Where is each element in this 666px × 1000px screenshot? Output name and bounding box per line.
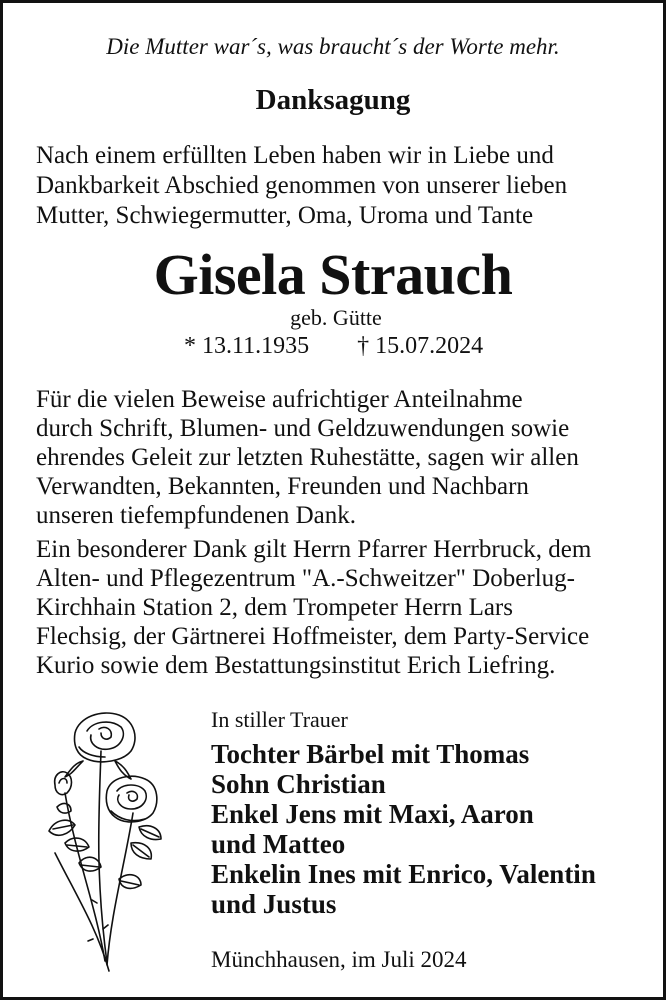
life-dates [184,332,483,360]
thanks-line: Verwandten, Bekannten, Freunden und Nachbarn [36,473,529,500]
thanks-line: Für die vielen Beweise aufrichtiger Anteilnahme [36,386,523,413]
thanks-line: ehrendes Geleit zur letzten Ruhestätte, sagen wir allen [36,444,579,471]
family-line: und Matteo [211,829,346,859]
special-thanks-line: Flechsig, der Gärtnerei Hoffmeister, dem Party-Service [36,623,590,650]
family-line: Tochter Bärbel mit Thomas [211,739,530,769]
special-thanks-line: Alten- und Pflegezentrum "A.-Schweitzer" Doberlug- [36,565,575,592]
special-thanks-paragraph [36,535,646,680]
rose-illustration-icon [35,703,175,978]
family-line: und Justus [211,889,337,919]
birth-date: * 13.11.1935 [184,333,310,359]
special-thanks-line: Kirchhain Station 2, dem Trompeter Herrn Lars [36,594,513,621]
thanks-line: durch Schrift, Blumen- und Geldzuwendungen sowie [36,415,570,442]
motto: Die Mutter war´s, was braucht´s der Worte mehr. [106,34,560,59]
family-line: Sohn Christian [211,769,386,799]
birth-name: geb. Gütte [290,305,382,330]
death-date: † 15.07.2024 [357,333,484,359]
heading: Danksagung [255,84,411,116]
thanks-line: unseren tiefempfundenen Dank. [36,502,357,529]
intro-line: Dankbarkeit Abschied genommen von unserer lieben [36,172,568,199]
special-thanks-line: Kurio sowie dem Bestattungsinstitut Erich Liefring. [36,652,556,679]
family-line: Enkel Jens mit Maxi, Aaron [211,799,534,829]
intro-line: Mutter, Schwiegermutter, Oma, Uroma und Tante [36,202,534,229]
mourning-label: In stiller Trauer [211,707,348,732]
thanks-paragraph [36,385,646,530]
place-date: Münchhausen, im Juli 2024 [211,947,467,972]
family-line: Enkelin Ines mit Enrico, Valentin [211,859,596,889]
intro-paragraph [36,141,636,231]
family-list [211,739,651,919]
special-thanks-line: Ein besonderer Dank gilt Herrn Pfarrer Herrbruck, dem [36,536,592,563]
intro-line: Nach einem erfüllten Leben haben wir in Liebe und [36,142,554,169]
deceased-name: Gisela Strauch [153,242,513,307]
